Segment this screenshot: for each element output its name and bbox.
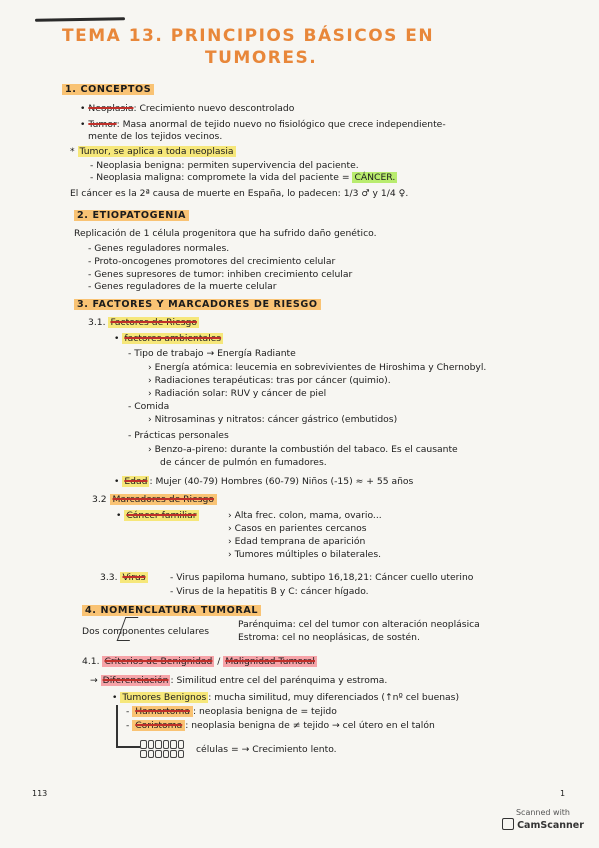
gene-normal-regulators: - Genes reguladores normales. [88,243,230,254]
gene-tumor-suppressors: - Genes supresores de tumor: inhiben crecimiento celular [88,269,353,280]
camscanner-logo-icon [502,818,514,830]
benign-neoplasm: - Neoplasia benigna: permiten supervivencia del paciente. [90,160,359,171]
cancer-statistics: El cáncer es la 2ª causa de muerte en España, lo padecen: 1/3 ♂ y 1/4 ♀. [70,188,409,199]
nitrosamines: › Nitrosaminas y nitratos: cáncer gástrico (embutidos) [148,414,398,425]
camscanner-watermark [501,808,585,832]
hamartoma: - Hamartoma : neoplasia benigna de = tejido [126,706,337,717]
environmental-factors: • factores ambientales [114,333,222,344]
concept-tumor-applies: * Tumor, se aplica a toda neoplasia [70,146,234,157]
page-title-line2: TUMORES. [205,48,318,68]
parenchyma: Parénquima: cel del tumor con alteración neoplásica [238,619,480,630]
concept-tumor-cont: mente de los tejidos vecinos. [88,131,223,142]
solar-radiation: › Radiación solar: RUV y cáncer de piel [148,388,327,399]
familial-relatives: › Casos en parientes cercanos [228,523,367,534]
top-pen-mark [35,17,125,22]
two-cell-components: Dos componentes celulares [82,626,210,637]
subsection-3-1: 3.1. Factores de Riesgo [88,317,197,328]
footer-page-number: 1 [560,789,566,798]
section-4-heading: 4. NOMENCLATURA TUMORAL [82,605,261,617]
atomic-energy: › Energía atómica: leucemia en sobrevivientes de Hiroshima y Chernobyl. [148,362,487,373]
familial-multiple: › Tumores múltiples o bilaterales. [228,549,382,560]
gene-death-regulators: - Genes reguladores de la muerte celular [88,281,277,292]
page-title: TEMA 13. PRINCIPIOS BÁSICOS EN [62,26,435,46]
section-3-heading: 3. FACTORES Y MARCADORES DE RIESGO [74,299,321,311]
familial-early-age: › Edad temprana de aparición [228,536,366,547]
connector-line [116,705,118,747]
connector-line-horizontal [116,746,140,748]
etiopathogenesis-def: Replicación de 1 célula progenitora que ha sufrido daño genético. [74,228,377,239]
footer-page-code: 113 [32,789,48,798]
age-factor: • Edad : Mujer (40-79) Hombres (60-79) Niños (-15) ≈ + 55 años [114,476,414,487]
malignant-neoplasm: - Neoplasia maligna: compromete la vida del paciente = CÁNCER. [90,172,396,183]
subsection-3-3: 3.3. Virus [100,572,146,583]
differentiation: → Diferenciación : Similitud entre cel del parénquima y estroma. [90,675,388,686]
section-1-heading: 1. CONCEPTOS [62,84,154,96]
personal-practices: - Prácticas personales [128,430,229,441]
slow-growth: células = → Crecimiento lento. [196,744,337,755]
benzopyrene: › Benzo-a-pireno: durante la combustión del tabaco. Es el causante [148,444,458,455]
work-type: - Tipo de trabajo → Energía Radiante [128,348,296,359]
familial-high-freq: › Alta frec. colon, mama, ovario... [228,510,382,521]
cells-drawing-icon [140,740,184,758]
benign-tumors: • Tumores Benignos : mucha similitud, muy diferenciados (↑nº cel buenas) [112,692,460,703]
virus-hepatitis: - Virus de la hepatitis B y C: cáncer hígado. [170,586,369,597]
scanned-with-label: Scanned with [515,808,571,817]
stroma: Estroma: cel no neoplásicas, de sostén. [238,632,420,643]
benzopyrene-cont: de cáncer de pulmón en fumadores. [160,457,327,468]
subsection-3-2: 3.2 Marcadores de Riesgo [92,494,217,506]
choristoma: - Coristoma : neoplasia benigna de ≠ tejido → cel útero en el talón [126,720,435,731]
therapeutic-radiation: › Radiaciones terapéuticas: tras por cáncer (quimio). [148,375,391,386]
camscanner-label: CamScanner [517,820,584,831]
food: - Comida [128,401,170,412]
concept-tumor: • Tumor: Masa anormal de tejido nuevo no fisiológico que crece independiente- [80,119,446,130]
concept-neoplasia: • Neoplasia: Crecimiento nuevo descontrolado [80,103,295,114]
virus-hpv: - Virus papiloma humano, subtipo 16,18,21: Cáncer cuello uterino [170,572,474,583]
section-2-heading: 2. ETIOPATOGENIA [74,210,189,222]
gene-proto-oncogenes: - Proto-oncogenes promotores del crecimiento celular [88,256,336,267]
familial-cancer: • Cáncer familiar [116,510,197,521]
subsection-4-1: 4.1. Criterios de Benignidad / Malignidad Tumoral [82,656,315,667]
